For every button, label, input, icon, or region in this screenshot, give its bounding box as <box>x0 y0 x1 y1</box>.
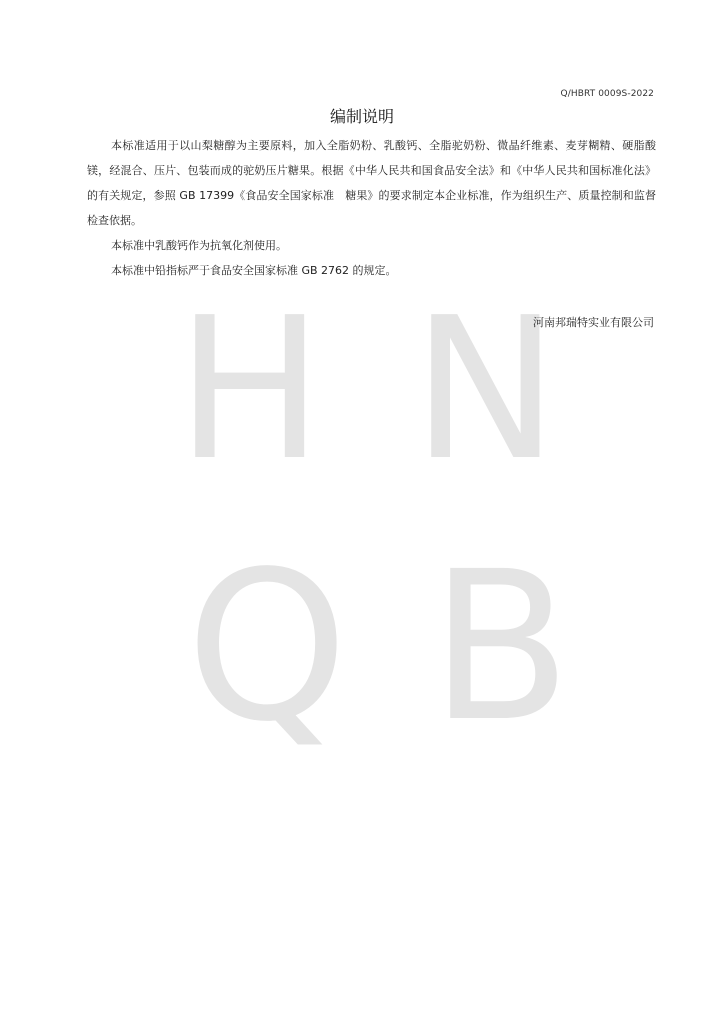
paragraph-lead-limit: 本标准中铅指标严于食品安全国家标准 GB 2762 的规定。 <box>111 264 397 277</box>
document-body <box>87 133 656 283</box>
document-title: 编制说明 <box>329 107 394 126</box>
watermark-letter-n: N <box>412 276 559 504</box>
paragraph-calcium-lactate: 本标准中乳酸钙作为抗氧化剂使用。 <box>111 239 287 252</box>
document-code: Q/HBRT 0009S-2022 <box>560 89 654 99</box>
paragraph-scope: 本标准适用于以山梨糖醇为主要原料，加入全脂奶粉、乳酸钙、全脂驼奶粉、微晶纤维素、麦芽糊精、硬脂酸镁，经混合、压片、包装而成的驼奶压片糖果。根据《中华人民共和国食品安全法》和《中华人民共和国标准化法》的有关规定，参照 GB 17399《食品安全国家标准 糖果》的要求制定本企业标准，作为组织生产、质量控制和监督检查依据。 <box>87 139 656 227</box>
watermark-letter-b: B <box>430 527 572 767</box>
company-name: 河南邦瑞特实业有限公司 <box>533 316 654 329</box>
watermark-letter-q: Q <box>186 527 349 767</box>
watermark-letter-h: H <box>176 276 324 504</box>
